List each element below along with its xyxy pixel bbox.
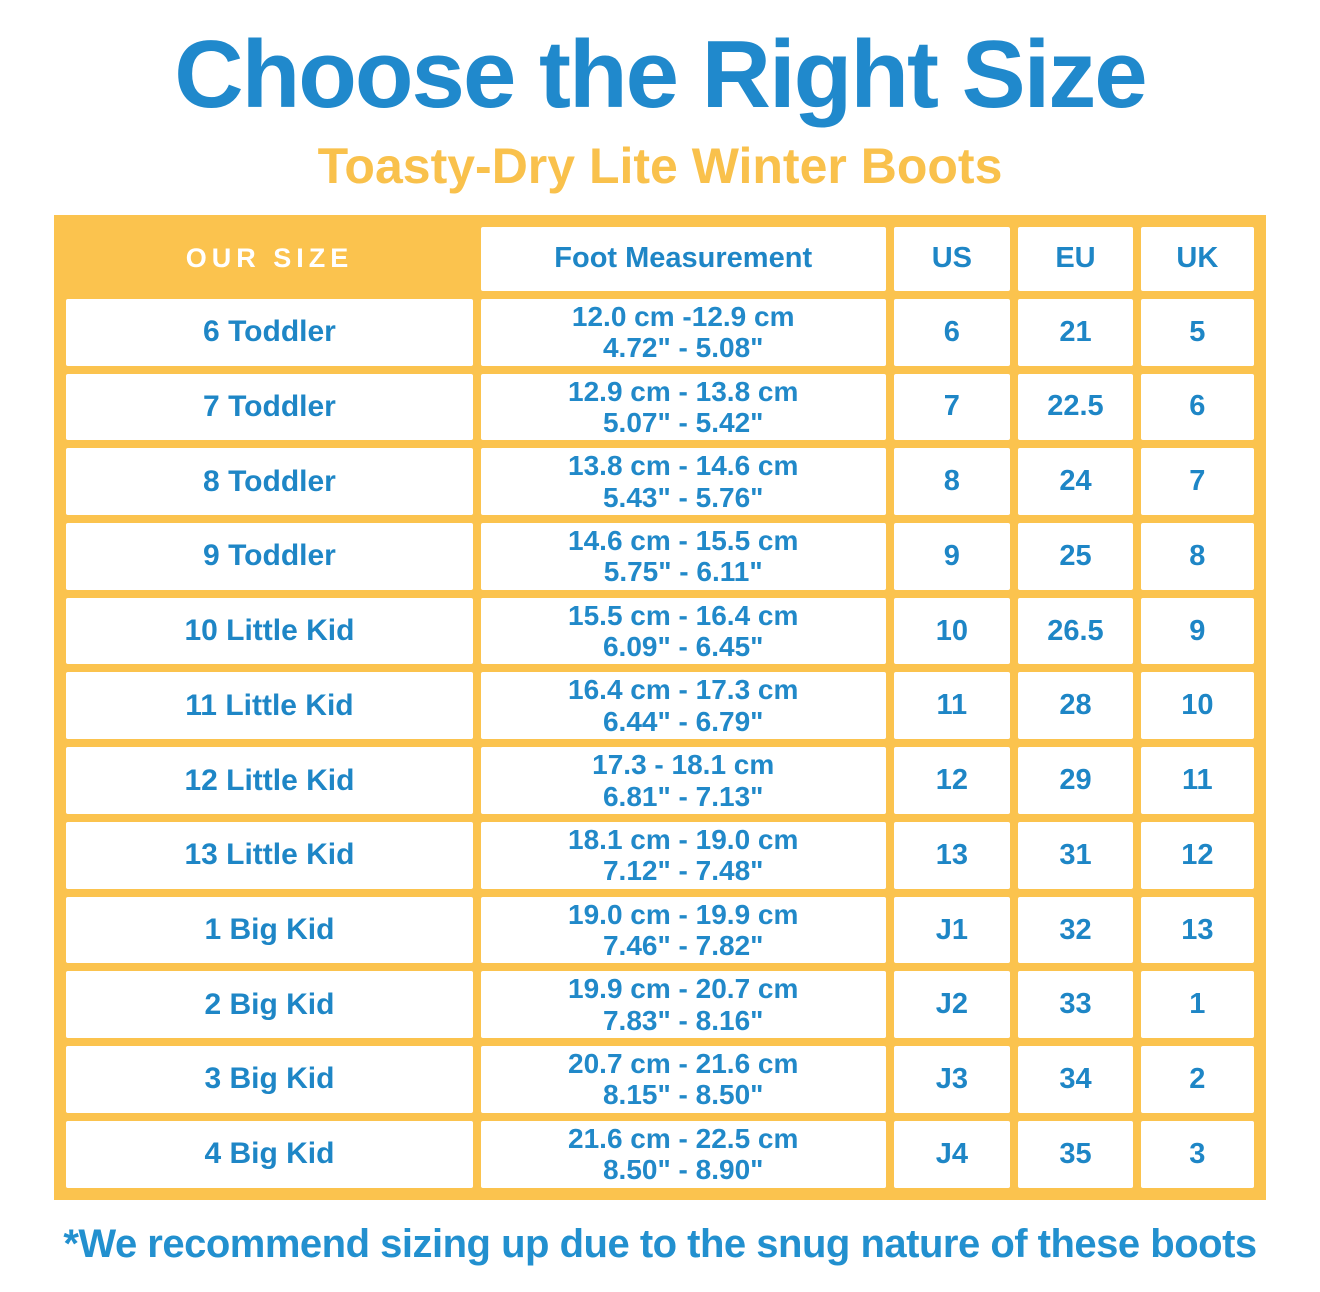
measurement-inches: 6.81" - 7.13" — [602, 780, 764, 812]
table-header-row — [66, 227, 1254, 291]
uk-size-cell: 5 — [1141, 299, 1254, 366]
uk-size-cell: 12 — [1141, 822, 1254, 889]
us-size-cell: 13 — [894, 822, 1011, 889]
us-size-cell: 12 — [894, 747, 1011, 814]
eu-size-cell: 26.5 — [1018, 598, 1132, 665]
foot-measurement-cell — [481, 299, 886, 366]
measurement-cm: 21.6 cm - 22.5 cm — [568, 1122, 799, 1154]
measurement-inches: 8.50" - 8.90" — [602, 1154, 764, 1186]
foot-measurement-cell — [481, 1121, 886, 1188]
us-size-cell: 11 — [894, 672, 1011, 739]
eu-size-cell: 32 — [1018, 897, 1132, 964]
our-size-cell: 8 Toddler — [66, 448, 473, 515]
measurement-cm: 19.9 cm - 20.7 cm — [568, 973, 799, 1005]
measurement-cm: 19.0 cm - 19.9 cm — [568, 898, 799, 930]
us-size-cell: 10 — [894, 598, 1011, 665]
measurement-inches: 6.09" - 6.45" — [602, 631, 764, 663]
measurement-cm: 17.3 - 18.1 cm — [592, 749, 775, 781]
us-size-cell: 8 — [894, 448, 1011, 515]
table-row — [66, 822, 1254, 889]
measurement-inches: 6.44" - 6.79" — [602, 705, 764, 737]
eu-size-cell: 22.5 — [1018, 374, 1132, 441]
us-size-cell: J2 — [894, 971, 1011, 1038]
measurement-inches: 5.07" - 5.42" — [602, 406, 764, 438]
our-size-cell: 9 Toddler — [66, 523, 473, 590]
table-row — [66, 299, 1254, 366]
eu-size-cell: 33 — [1018, 971, 1132, 1038]
header-eu: EU — [1018, 227, 1132, 291]
measurement-cm: 20.7 cm - 21.6 cm — [568, 1048, 799, 1080]
uk-size-cell: 9 — [1141, 598, 1254, 665]
eu-size-cell: 35 — [1018, 1121, 1132, 1188]
us-size-cell: 7 — [894, 374, 1011, 441]
foot-measurement-cell — [481, 747, 886, 814]
our-size-cell: 12 Little Kid — [66, 747, 473, 814]
our-size-cell: 4 Big Kid — [66, 1121, 473, 1188]
table-row — [66, 523, 1254, 590]
eu-size-cell: 29 — [1018, 747, 1132, 814]
uk-size-cell: 7 — [1141, 448, 1254, 515]
measurement-inches: 8.15" - 8.50" — [602, 1079, 764, 1111]
table-row — [66, 448, 1254, 515]
eu-size-cell: 21 — [1018, 299, 1132, 366]
size-table-frame — [54, 215, 1266, 1200]
header-foot-measurement: Foot Measurement — [481, 227, 886, 291]
our-size-cell: 10 Little Kid — [66, 598, 473, 665]
measurement-inches: 7.83" - 8.16" — [602, 1004, 764, 1036]
measurement-cm: 12.9 cm - 13.8 cm — [568, 375, 799, 407]
measurement-cm: 16.4 cm - 17.3 cm — [568, 674, 799, 706]
page-title: Choose the Right Size — [174, 21, 1146, 128]
uk-size-cell: 1 — [1141, 971, 1254, 1038]
size-table — [58, 219, 1262, 1196]
measurement-inches: 5.75" - 6.11" — [603, 556, 763, 588]
us-size-cell: 9 — [894, 523, 1011, 590]
table-row — [66, 598, 1254, 665]
foot-measurement-cell — [481, 1046, 886, 1113]
foot-measurement-cell — [481, 598, 886, 665]
uk-size-cell: 13 — [1141, 897, 1254, 964]
eu-size-cell: 25 — [1018, 523, 1132, 590]
us-size-cell: J1 — [894, 897, 1011, 964]
foot-measurement-cell — [481, 897, 886, 964]
foot-measurement-cell — [481, 448, 886, 515]
table-row — [66, 672, 1254, 739]
our-size-cell: 13 Little Kid — [66, 822, 473, 889]
header-our-size: OUR SIZE — [185, 243, 354, 274]
our-size-cell: 7 Toddler — [66, 374, 473, 441]
sizing-footnote: *We recommend sizing up due to the snug nature of these boots — [63, 1221, 1257, 1266]
measurement-cm: 13.8 cm - 14.6 cm — [568, 450, 799, 482]
uk-size-cell: 11 — [1141, 747, 1254, 814]
measurement-cm: 15.5 cm - 16.4 cm — [568, 599, 799, 631]
our-size-cell: 1 Big Kid — [66, 897, 473, 964]
measurement-inches: 7.46" - 7.82" — [602, 930, 764, 961]
header-us: US — [894, 227, 1011, 291]
uk-size-cell: 10 — [1141, 672, 1254, 739]
foot-measurement-cell — [481, 822, 886, 889]
table-row — [66, 374, 1254, 441]
measurement-cm: 14.6 cm - 15.5 cm — [568, 525, 799, 557]
foot-measurement-cell — [481, 523, 886, 590]
our-size-cell: 3 Big Kid — [66, 1046, 473, 1113]
eu-size-cell: 24 — [1018, 448, 1132, 515]
us-size-cell: J3 — [894, 1046, 1011, 1113]
us-size-cell: 6 — [894, 299, 1011, 366]
measurement-cm: 12.0 cm -12.9 cm — [571, 300, 795, 332]
foot-measurement-cell — [481, 971, 886, 1038]
measurement-inches: 4.72" - 5.08" — [602, 332, 764, 364]
table-row — [66, 897, 1254, 964]
our-size-cell: 6 Toddler — [66, 299, 473, 366]
eu-size-cell: 28 — [1018, 672, 1132, 739]
us-size-cell: J4 — [894, 1121, 1011, 1188]
uk-size-cell: 6 — [1141, 374, 1254, 441]
our-size-cell: 11 Little Kid — [66, 672, 473, 739]
eu-size-cell: 34 — [1018, 1046, 1132, 1113]
uk-size-cell: 3 — [1141, 1121, 1254, 1188]
measurement-cm: 18.1 cm - 19.0 cm — [568, 823, 799, 855]
header-uk: UK — [1141, 227, 1254, 291]
uk-size-cell: 8 — [1141, 523, 1254, 590]
page-subtitle: Toasty-Dry Lite Winter Boots — [317, 138, 1003, 195]
table-row — [66, 1046, 1254, 1113]
our-size-cell: 2 Big Kid — [66, 971, 473, 1038]
eu-size-cell: 31 — [1018, 822, 1132, 889]
measurement-inches: 5.43" - 5.76" — [602, 481, 764, 513]
table-row — [66, 971, 1254, 1038]
foot-measurement-cell — [481, 374, 886, 441]
table-row — [66, 1121, 1254, 1188]
measurement-inches: 7.12" - 7.48" — [602, 855, 764, 887]
uk-size-cell: 2 — [1141, 1046, 1254, 1113]
foot-measurement-cell — [481, 672, 886, 739]
table-row — [66, 747, 1254, 814]
